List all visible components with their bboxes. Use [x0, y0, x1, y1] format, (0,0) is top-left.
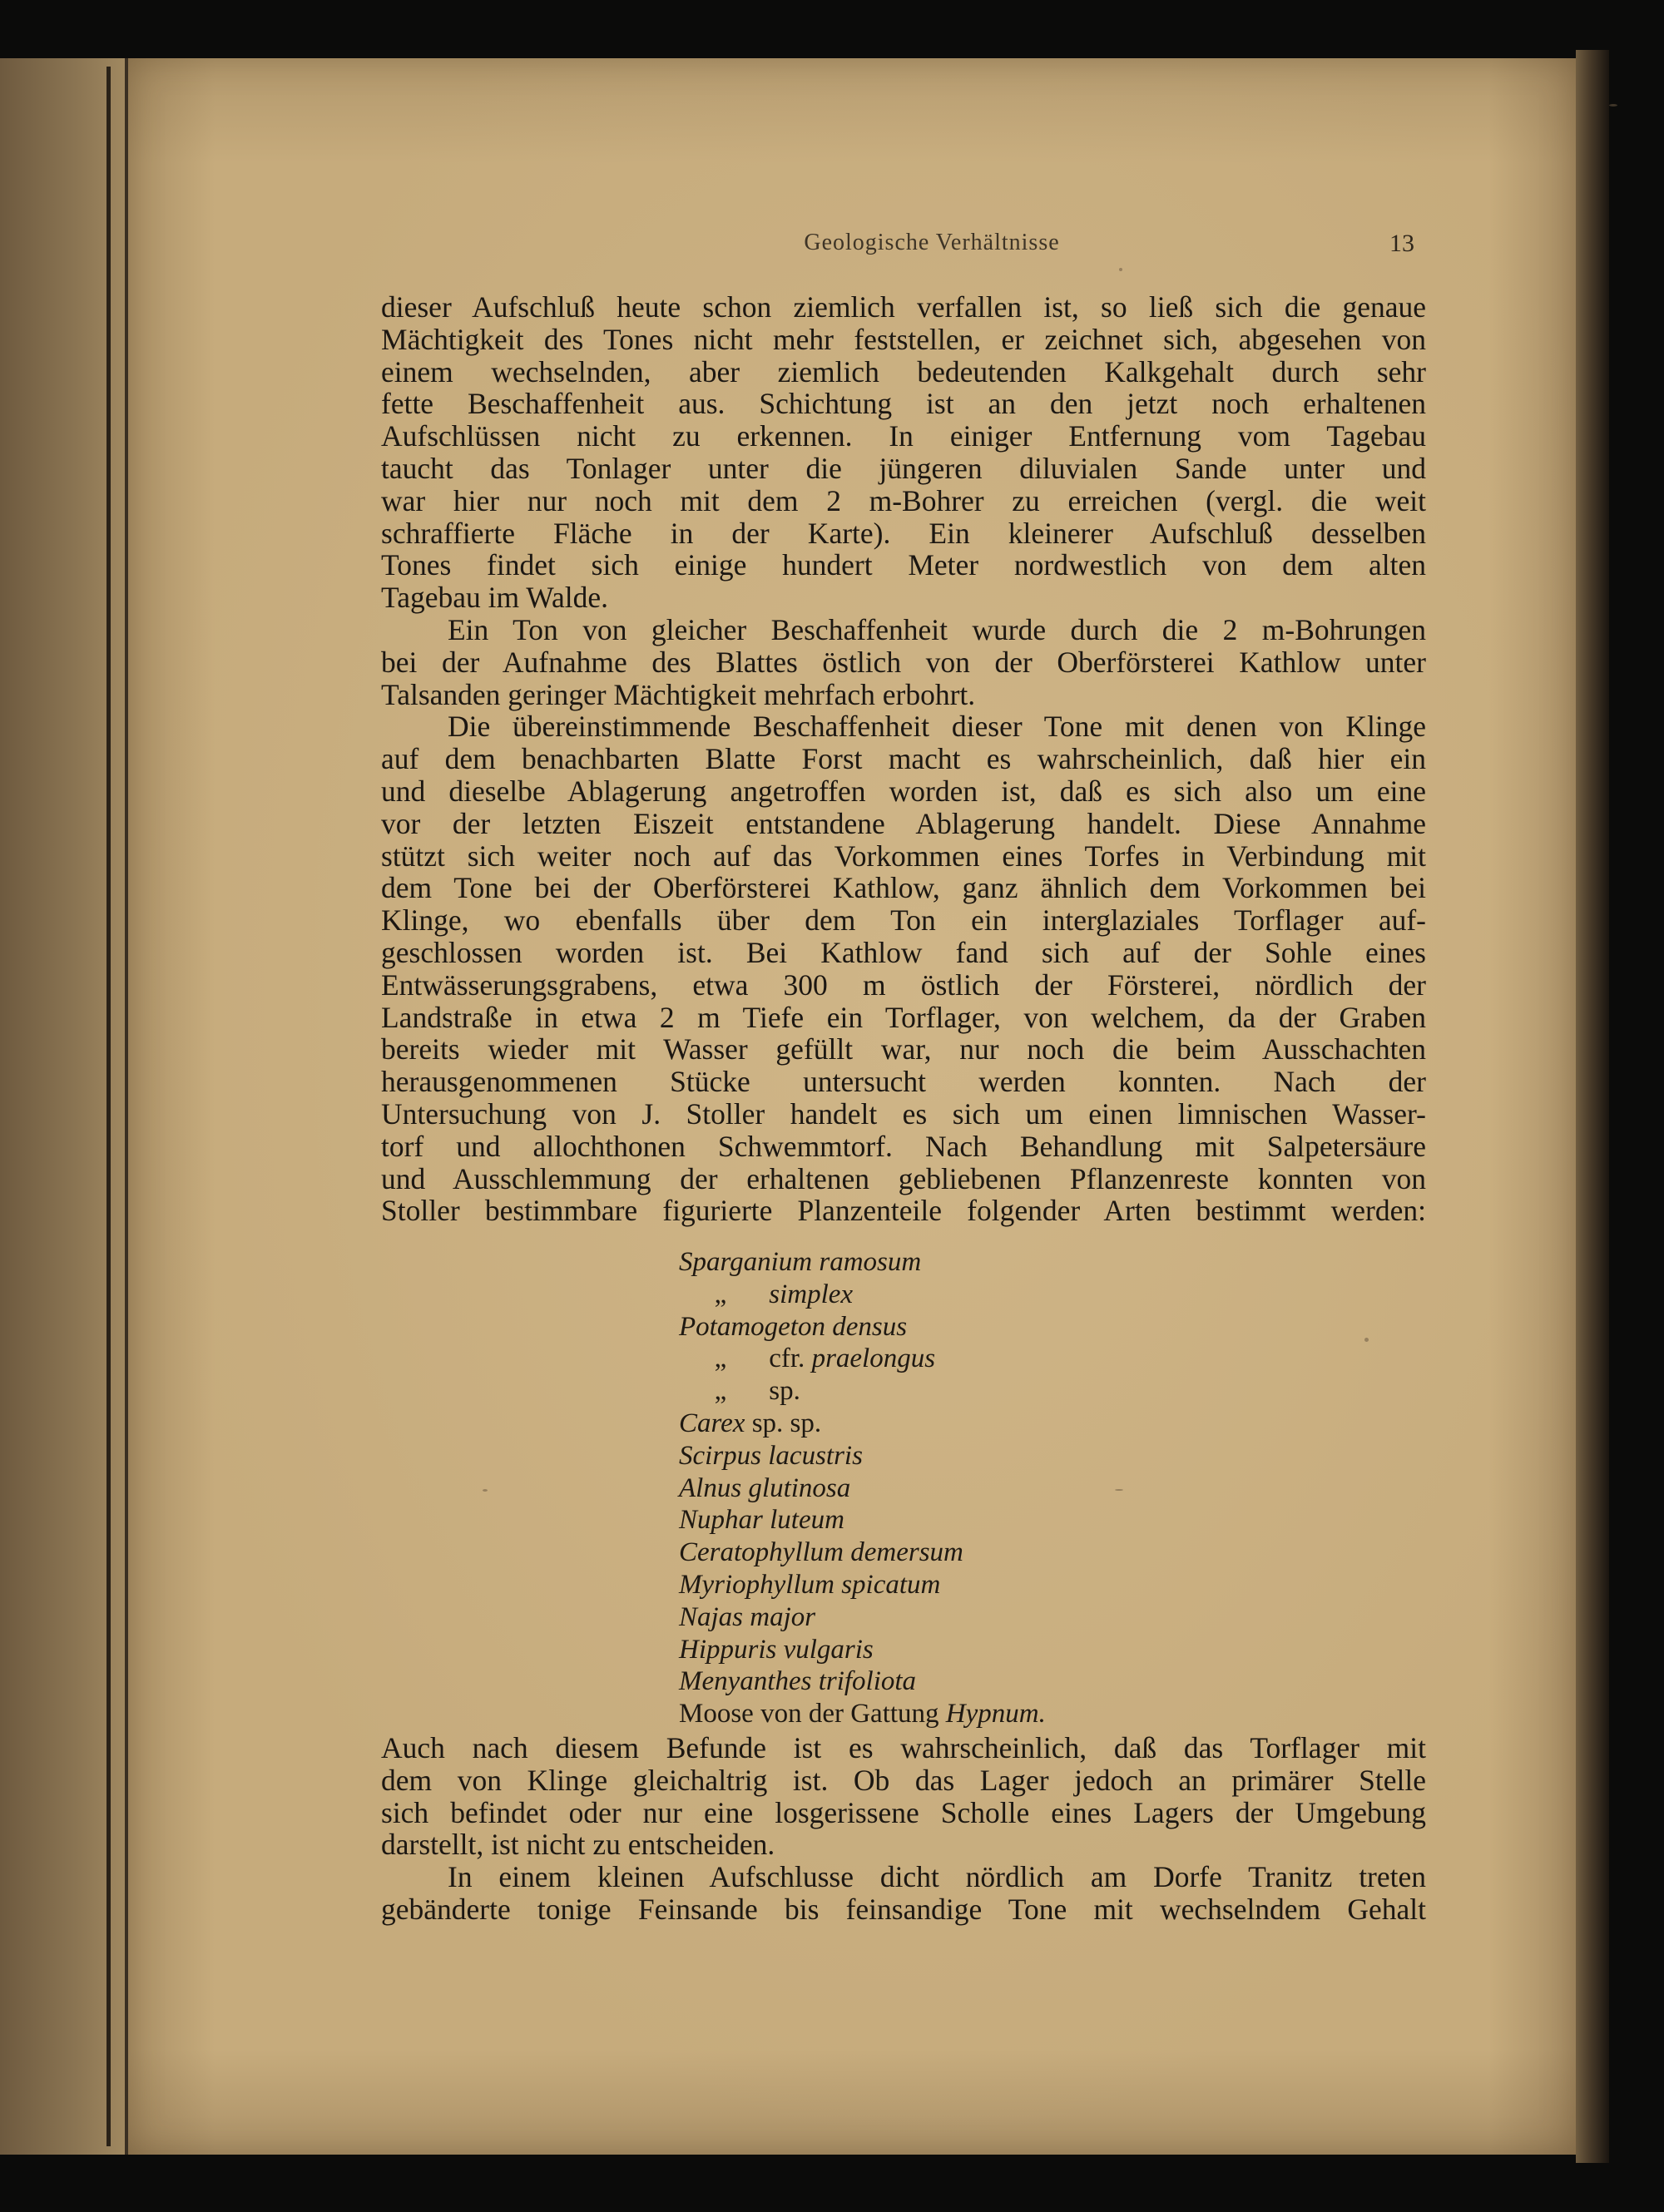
- sp-abbrev: sp.: [769, 1376, 800, 1407]
- text-line: sich befindet oder nur eine losgerissene Scholle eines Lagers der Umgebung: [381, 1795, 1426, 1829]
- species-item: [679, 1279, 1261, 1311]
- text-line: Talsanden geringer Mächtigkeit mehrfach erbohrt.: [381, 677, 976, 711]
- running-head: Geologische Verhältnisse: [804, 230, 1060, 255]
- species-item: [679, 1311, 1261, 1344]
- paragraph-4: [381, 1732, 1426, 1861]
- text-line: war hier nur noch mit dem 2 m-Bohrer zu erreichen (vergl. die weit: [381, 483, 1426, 517]
- species-list: [679, 1246, 1261, 1730]
- paragraph-3: [381, 710, 1426, 1227]
- genus-name: Carex: [679, 1408, 745, 1438]
- species-item: [679, 1504, 1261, 1537]
- ditto-mark: „: [714, 1376, 727, 1407]
- text-line: und Ausschlemmung der erhaltenen gebliebenen Pflanzenreste konnten von: [381, 1161, 1426, 1195]
- scan-speck: [1119, 268, 1122, 271]
- ditto-mark: „: [714, 1344, 727, 1374]
- text-line: Tagebau im Walde.: [381, 581, 608, 615]
- text-line: dem Tone bei der Oberförsterei Kathlow, ganz ähnlich dem Vorkommen bei: [381, 871, 1426, 905]
- text-line: Mächtigkeit des Tones nicht mehr feststellen, er zeichnet sich, abgesehen von: [381, 322, 1426, 356]
- text-line: fette Beschaffenheit aus. Schichtung ist an den jetzt noch erhaltenen: [381, 387, 1426, 421]
- sp-abbrev: sp. sp.: [751, 1408, 822, 1438]
- genus-name: Hypnum.: [945, 1699, 1046, 1730]
- species-name: Nuphar luteum: [679, 1505, 844, 1536]
- species-item: [679, 1665, 1261, 1698]
- species-item: [679, 1440, 1261, 1472]
- species-item: [679, 1375, 1261, 1408]
- paragraph-5: [381, 1861, 1426, 1926]
- page-edge-right: [1576, 50, 1609, 2163]
- species-epithet: densus: [832, 1311, 908, 1342]
- species-name: Ceratophyllum demersum: [679, 1537, 963, 1568]
- text-line: Tones findet sich einige hundert Meter nordwestlich von dem alten: [381, 548, 1426, 582]
- text-line: und dieselbe Ablagerung angetroffen worden ist, daß es sich also um eine: [381, 774, 1426, 808]
- main-text: [381, 291, 1426, 1227]
- text-line: bei der Aufnahme des Blattes östlich von der Oberförsterei Kathlow unter: [381, 645, 1426, 679]
- scan-speck: [1364, 1338, 1369, 1342]
- species-epithet: simplex: [769, 1279, 854, 1309]
- text-line: vor der letzten Eiszeit entstandene Ablagerung handelt. Diese Annahme: [381, 806, 1426, 840]
- species-item: [679, 1698, 1261, 1730]
- text-line: einem wechselnden, aber ziemlich bedeutenden Kalkgehalt durch sehr: [381, 354, 1426, 388]
- text-line: Landstraße in etwa 2 m Tiefe ein Torflager, von welchem, da der Graben: [381, 1000, 1426, 1034]
- page-number: 13: [1389, 230, 1414, 257]
- text-line: Klinge, wo ebenfalls über dem Ton ein interglaziales Torflager auf-: [381, 903, 1426, 938]
- text-line: Aufschlüssen nicht zu erkennen. In einiger Entfernung vom Tagebau: [381, 419, 1426, 453]
- main-text-continued: [381, 1732, 1426, 1926]
- text-line: herausgenommenen Stücke untersucht werden konnten. Nach der: [381, 1065, 1426, 1099]
- species-epithet: ramosum: [819, 1247, 922, 1277]
- species-item: [679, 1569, 1261, 1601]
- genus-name: Sparganium: [679, 1247, 813, 1277]
- paragraph-1: [381, 291, 1426, 614]
- scan-speck: [483, 1489, 488, 1492]
- genus-name: Potamogeton: [679, 1311, 825, 1342]
- species-item: [679, 1343, 1261, 1375]
- species-item: [679, 1634, 1261, 1666]
- species-item: [679, 1601, 1261, 1634]
- text-line: dieser Aufschluß heute schon ziemlich verfallen ist, so ließ sich die genaue: [381, 290, 1426, 324]
- text-line: bereits wieder mit Wasser gefüllt war, nur noch die beim Ausschachten: [381, 1032, 1426, 1066]
- text-line: dem von Klinge gleichaltrig ist. Ob das Lager jedoch an primärer Stelle: [381, 1763, 1426, 1797]
- text-line: taucht das Tonlager unter die jüngeren diluvialen Sande unter und: [381, 451, 1426, 485]
- text-line: torf und allochthonen Schwemmtorf. Nach Behandlung mit Salpetersäure: [381, 1129, 1426, 1163]
- ditto-mark: „: [714, 1279, 727, 1309]
- species-name: Scirpus lacustris: [679, 1440, 863, 1471]
- scan-speck: [1609, 104, 1617, 106]
- text-line: Entwässerungsgrabens, etwa 300 m östlich der Försterei, nördlich der: [381, 967, 1426, 1002]
- species-name: Alnus glutinosa: [679, 1472, 851, 1503]
- species-name: Myriophyllum spicatum: [679, 1569, 941, 1600]
- text-line: schraffierte Fläche in der Karte). Ein kleinerer Aufschluß desselben: [381, 516, 1426, 550]
- text-line: Ein Ton von gleicher Beschaffenheit wurde durch die 2 m-Bohrungen: [448, 612, 1426, 646]
- species-item: [679, 1472, 1261, 1505]
- book-gutter: [106, 67, 111, 2146]
- text-line: Auch nach diesem Befunde ist es wahrscheinlich, daß das Torflager mit: [381, 1731, 1426, 1764]
- species-item: [679, 1408, 1261, 1440]
- species-item: [679, 1246, 1261, 1279]
- species-name: Hippuris vulgaris: [679, 1634, 874, 1665]
- text-line: stützt sich weiter noch auf das Vorkommen eines Torfes in Verbindung mit: [381, 839, 1426, 873]
- species-name: Menyanthes trifoliota: [679, 1666, 917, 1697]
- text-line: Die übereinstimmende Beschaffenheit dieser Tone mit denen von Klinge: [448, 710, 1426, 744]
- species-name: Najas major: [679, 1601, 816, 1632]
- text-line: In einem kleinen Aufschlusse dicht nördlich am Dorfe Tranitz treten: [448, 1860, 1426, 1894]
- text-line: Stoller bestimmbare figurierte Planzenteile folgender Arten bestimmt werden:: [381, 1194, 1426, 1228]
- species-epithet: praelongus: [811, 1344, 936, 1374]
- text-line: darstellt, ist nicht zu entscheiden.: [381, 1828, 775, 1862]
- species-item: [679, 1537, 1261, 1569]
- text-line: gebänderte tonige Feinsande bis feinsandige Tone mit wechselndem Gehalt: [381, 1892, 1426, 1926]
- text-line: auf dem benachbarten Blatte Forst macht es wahrscheinlich, daß hier ein: [381, 742, 1426, 776]
- text-line: geschlossen worden ist. Bei Kathlow fand sich auf der Sohle eines: [381, 935, 1426, 969]
- text-line: Untersuchung von J. Stoller handelt es sich um einen limnischen Wasser-: [381, 1096, 1426, 1131]
- paragraph-2: [381, 614, 1426, 710]
- moss-text: Moose von der Gattung: [679, 1699, 939, 1730]
- cfr-abbrev: cfr.: [769, 1344, 805, 1374]
